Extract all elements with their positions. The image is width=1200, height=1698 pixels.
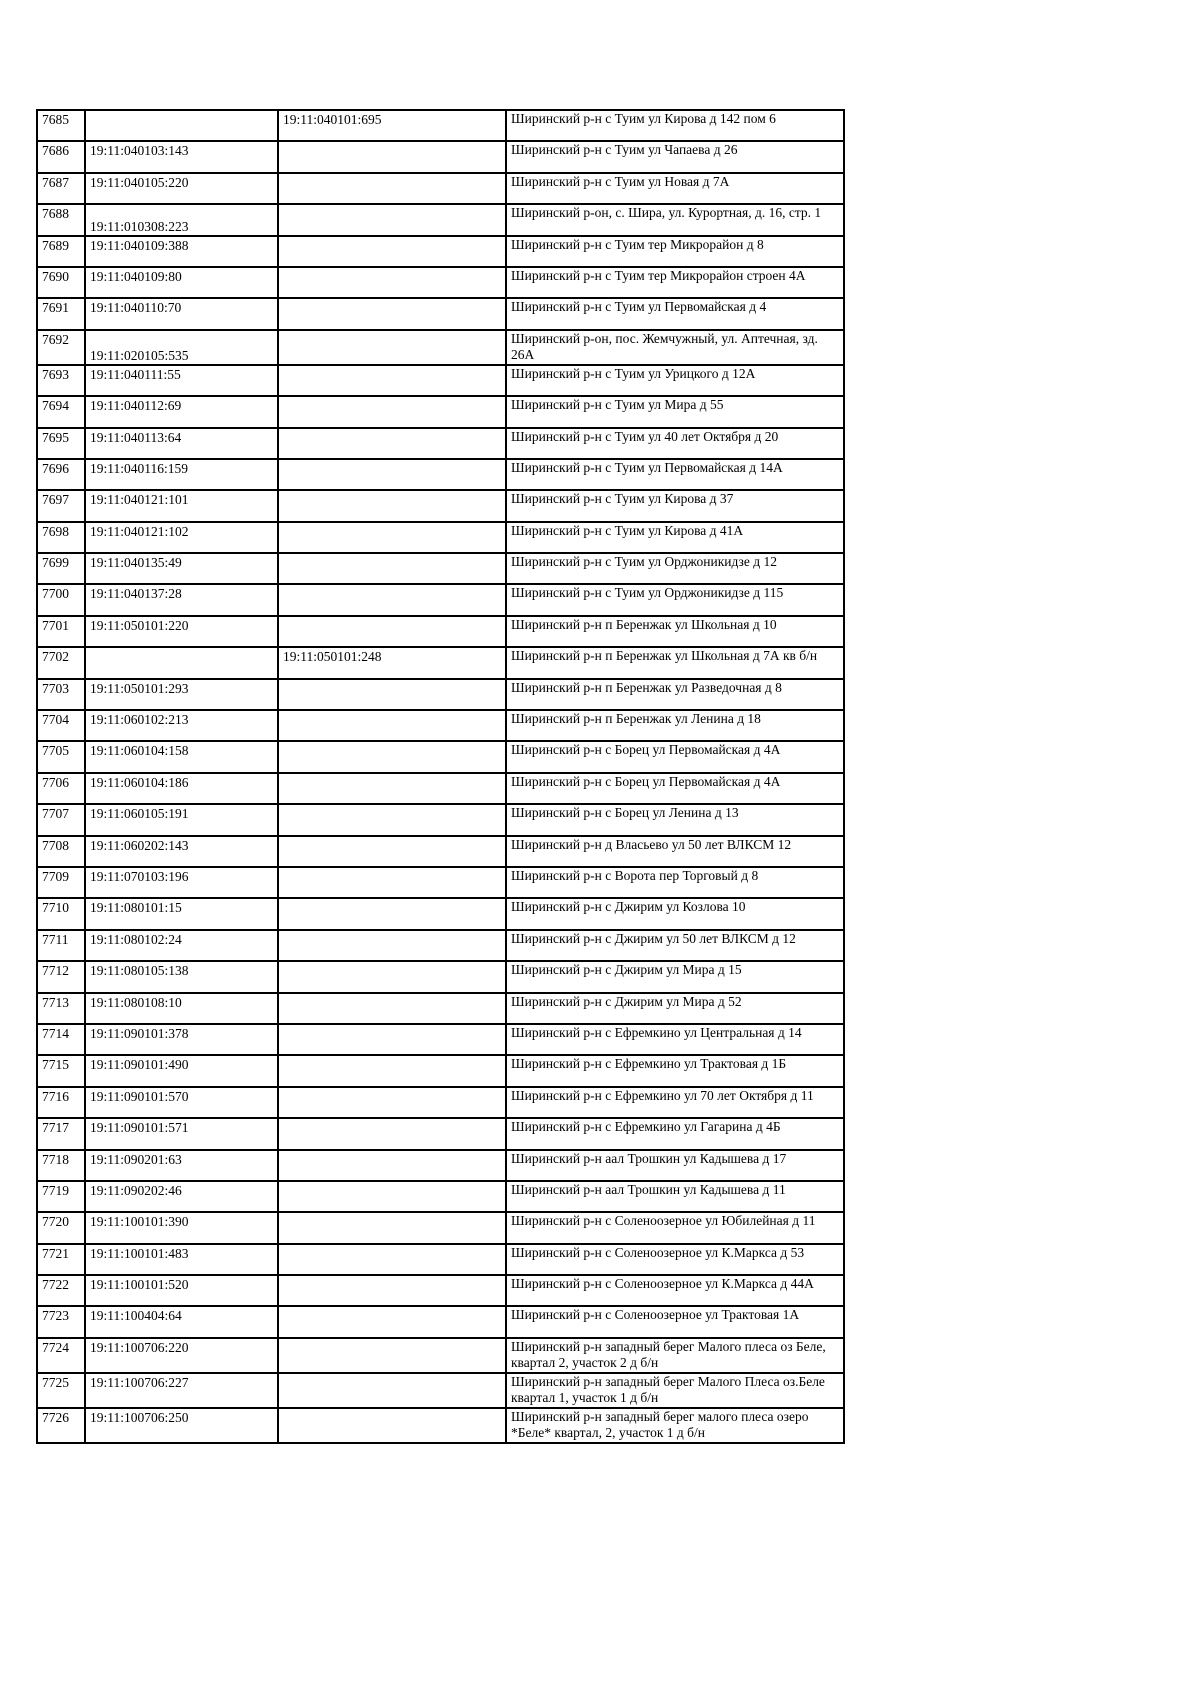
cadastral-number-cell: 19:11:040105:220 [85, 173, 278, 204]
row-number-cell: 7725 [37, 1373, 85, 1408]
table-row [37, 584, 844, 615]
table-row [37, 1181, 844, 1212]
cadastral-number-alt-cell [278, 804, 506, 835]
row-number-cell: 7706 [37, 773, 85, 804]
row-number-cell: 7720 [37, 1212, 85, 1243]
table-row [37, 236, 844, 267]
register-table-body [37, 110, 844, 1443]
address-cell: Ширинский р-н с Соленоозерное ул Юбилейная д 11 [506, 1212, 844, 1243]
cadastral-number-cell: 19:11:090201:63 [85, 1150, 278, 1181]
address-cell: Ширинский р-н с Борец ул Ленина д 13 [506, 804, 844, 835]
row-number-cell: 7717 [37, 1118, 85, 1149]
table-row [37, 930, 844, 961]
cadastral-number-alt-cell [278, 236, 506, 267]
cadastral-number-cell: 19:11:100101:520 [85, 1275, 278, 1306]
table-row [37, 1408, 844, 1443]
cadastral-number-cell: 19:11:040112:69 [85, 396, 278, 427]
cadastral-number-alt-cell [278, 993, 506, 1024]
row-number-cell: 7692 [37, 330, 85, 365]
cadastral-number-cell: 19:11:040110:70 [85, 298, 278, 329]
table-row [37, 804, 844, 835]
cadastral-number-alt-cell [278, 898, 506, 929]
cadastral-number-cell: 19:11:080101:15 [85, 898, 278, 929]
cadastral-number-cell: 19:11:040109:388 [85, 236, 278, 267]
address-cell: Ширинский р-н с Борец ул Первомайская д 4А [506, 741, 844, 772]
address-cell: Ширинский р-н с Туим ул Чапаева д 26 [506, 141, 844, 172]
row-number-cell: 7687 [37, 173, 85, 204]
cadastral-number-cell: 19:11:040121:102 [85, 522, 278, 553]
row-number-cell: 7705 [37, 741, 85, 772]
cadastral-number-cell: 19:11:050101:220 [85, 616, 278, 647]
row-number-cell: 7689 [37, 236, 85, 267]
address-cell: Ширинский р-н с Ефремкино ул Гагарина д 4Б [506, 1118, 844, 1149]
cadastral-number-alt-cell [278, 961, 506, 992]
row-number-cell: 7707 [37, 804, 85, 835]
cadastral-number-cell: 19:11:100706:250 [85, 1408, 278, 1443]
table-row [37, 1306, 844, 1337]
table-row [37, 1212, 844, 1243]
table-row [37, 1055, 844, 1086]
address-cell: Ширинский р-н с Туим ул Орджоникидзе д 115 [506, 584, 844, 615]
table-row [37, 1338, 844, 1373]
cadastral-number-cell: 19:11:100404:64 [85, 1306, 278, 1337]
table-row [37, 298, 844, 329]
register-table [36, 109, 845, 1444]
cadastral-number-alt-cell [278, 1373, 506, 1408]
cadastral-number-alt-cell: 19:11:050101:248 [278, 647, 506, 678]
cadastral-number-alt-cell [278, 459, 506, 490]
table-row [37, 330, 844, 365]
row-number-cell: 7695 [37, 428, 85, 459]
cadastral-number-alt-cell [278, 396, 506, 427]
address-cell: Ширинский р-н с Борец ул Первомайская д 4А [506, 773, 844, 804]
cadastral-number-alt-cell [278, 522, 506, 553]
row-number-cell: 7704 [37, 710, 85, 741]
address-cell: Ширинский р-н с Туим ул Мира д 55 [506, 396, 844, 427]
cadastral-number-alt-cell [278, 1118, 506, 1149]
table-row [37, 428, 844, 459]
row-number-cell: 7693 [37, 365, 85, 396]
cadastral-number-cell: 19:11:040135:49 [85, 553, 278, 584]
table-row [37, 1024, 844, 1055]
cadastral-number-cell: 19:11:010308:223 [85, 204, 278, 235]
row-number-cell: 7718 [37, 1150, 85, 1181]
table-row [37, 961, 844, 992]
cadastral-number-alt-cell [278, 1181, 506, 1212]
cadastral-number-cell: 19:11:100706:220 [85, 1338, 278, 1373]
table-row [37, 741, 844, 772]
table-row [37, 616, 844, 647]
address-cell: Ширинский р-н с Туим ул Кирова д 37 [506, 490, 844, 521]
address-cell: Ширинский р-н д Власьево ул 50 лет ВЛКСМ 12 [506, 836, 844, 867]
cadastral-number-alt-cell [278, 679, 506, 710]
row-number-cell: 7726 [37, 1408, 85, 1443]
address-cell: Ширинский р-н с Туим ул Кирова д 142 пом 6 [506, 110, 844, 141]
cadastral-number-alt-cell [278, 490, 506, 521]
cadastral-number-alt-cell [278, 1212, 506, 1243]
address-cell: Ширинский р-н с Туим ул Кирова д 41А [506, 522, 844, 553]
address-cell: Ширинский р-н п Беренжак ул Ленина д 18 [506, 710, 844, 741]
row-number-cell: 7699 [37, 553, 85, 584]
table-row [37, 1244, 844, 1275]
cadastral-number-alt-cell [278, 836, 506, 867]
table-row [37, 1275, 844, 1306]
cadastral-number-alt-cell [278, 1338, 506, 1373]
cadastral-number-cell: 19:11:090101:490 [85, 1055, 278, 1086]
address-cell: Ширинский р-н с Туим ул Первомайская д 4 [506, 298, 844, 329]
table-row [37, 1087, 844, 1118]
table-row [37, 1150, 844, 1181]
address-cell: Ширинский р-н п Беренжак ул Разведочная д 8 [506, 679, 844, 710]
cadastral-number-alt-cell [278, 173, 506, 204]
row-number-cell: 7716 [37, 1087, 85, 1118]
address-cell: Ширинский р-н с Соленоозерное ул К.Маркса д 44А [506, 1275, 844, 1306]
table-row [37, 141, 844, 172]
cadastral-number-cell: 19:11:040113:64 [85, 428, 278, 459]
row-number-cell: 7698 [37, 522, 85, 553]
cadastral-number-alt-cell [278, 584, 506, 615]
table-row [37, 679, 844, 710]
cadastral-number-alt-cell [278, 930, 506, 961]
table-row [37, 490, 844, 521]
row-number-cell: 7703 [37, 679, 85, 710]
cadastral-number-alt-cell [278, 298, 506, 329]
table-row [37, 647, 844, 678]
address-cell: Ширинский р-н с Ефремкино ул Трактовая д 1Б [506, 1055, 844, 1086]
table-row [37, 1118, 844, 1149]
cadastral-number-cell: 19:11:040111:55 [85, 365, 278, 396]
cadastral-number-alt-cell: 19:11:040101:695 [278, 110, 506, 141]
cadastral-number-cell: 19:11:080102:24 [85, 930, 278, 961]
cadastral-number-cell: 19:11:100706:227 [85, 1373, 278, 1408]
table-row [37, 396, 844, 427]
cadastral-number-cell: 19:11:090101:570 [85, 1087, 278, 1118]
cadastral-number-cell: 19:11:060104:186 [85, 773, 278, 804]
cadastral-number-alt-cell [278, 616, 506, 647]
table-row [37, 1373, 844, 1408]
address-cell: Ширинский р-н с Туим тер Микрорайон строен 4А [506, 267, 844, 298]
cadastral-number-alt-cell [278, 1408, 506, 1443]
table-row [37, 867, 844, 898]
row-number-cell: 7686 [37, 141, 85, 172]
address-cell: Ширинский р-н аал Трошкин ул Кадышева д 11 [506, 1181, 844, 1212]
address-cell: Ширинский р-н с Туим ул Новая д 7А [506, 173, 844, 204]
table-row [37, 836, 844, 867]
address-cell: Ширинский р-н с Туим ул 40 лет Октября д 20 [506, 428, 844, 459]
address-cell: Ширинский р-он, с. Шира, ул. Курортная, д. 16, стр. 1 [506, 204, 844, 235]
row-number-cell: 7694 [37, 396, 85, 427]
cadastral-number-cell: 19:11:080105:138 [85, 961, 278, 992]
cadastral-number-cell [85, 647, 278, 678]
address-cell: Ширинский р-н аал Трошкин ул Кадышева д 17 [506, 1150, 844, 1181]
cadastral-number-alt-cell [278, 773, 506, 804]
table-row [37, 553, 844, 584]
cadastral-number-cell [85, 110, 278, 141]
table-row [37, 710, 844, 741]
address-cell: Ширинский р-н с Туим ул Первомайская д 14А [506, 459, 844, 490]
cadastral-number-cell: 19:11:040116:159 [85, 459, 278, 490]
table-row [37, 173, 844, 204]
row-number-cell: 7697 [37, 490, 85, 521]
row-number-cell: 7701 [37, 616, 85, 647]
cadastral-number-cell: 19:11:040109:80 [85, 267, 278, 298]
row-number-cell: 7685 [37, 110, 85, 141]
address-cell: Ширинский р-н с Туим ул Урицкого д 12А [506, 365, 844, 396]
cadastral-number-alt-cell [278, 1087, 506, 1118]
row-number-cell: 7691 [37, 298, 85, 329]
cadastral-number-alt-cell [278, 1150, 506, 1181]
row-number-cell: 7708 [37, 836, 85, 867]
address-cell: Ширинский р-н с Джирим ул Козлова 10 [506, 898, 844, 929]
table-row [37, 365, 844, 396]
cadastral-number-alt-cell [278, 365, 506, 396]
address-cell: Ширинский р-н с Соленоозерное ул К.Маркса д 53 [506, 1244, 844, 1275]
address-cell: Ширинский р-н п Беренжак ул Школьная д 7А кв б/н [506, 647, 844, 678]
address-cell: Ширинский р-н с Ефремкино ул 70 лет Октября д 11 [506, 1087, 844, 1118]
address-cell: Ширинский р-н с Ворота пер Торговый д 8 [506, 867, 844, 898]
row-number-cell: 7724 [37, 1338, 85, 1373]
address-cell: Ширинский р-н с Джирим ул Мира д 15 [506, 961, 844, 992]
row-number-cell: 7721 [37, 1244, 85, 1275]
cadastral-number-cell: 19:11:090101:378 [85, 1024, 278, 1055]
cadastral-number-alt-cell [278, 1306, 506, 1337]
address-cell: Ширинский р-н западный берег Малого плеса оз Беле, квартал 2, участок 2 д б/н [506, 1338, 844, 1373]
row-number-cell: 7688 [37, 204, 85, 235]
address-cell: Ширинский р-он, пос. Жемчужный, ул. Аптечная, зд. 26А [506, 330, 844, 365]
row-number-cell: 7702 [37, 647, 85, 678]
address-cell: Ширинский р-н п Беренжак ул Школьная д 10 [506, 616, 844, 647]
cadastral-number-cell: 19:11:060104:158 [85, 741, 278, 772]
table-row [37, 110, 844, 141]
address-cell: Ширинский р-н с Джирим ул 50 лет ВЛКСМ д 12 [506, 930, 844, 961]
cadastral-number-alt-cell [278, 1275, 506, 1306]
row-number-cell: 7719 [37, 1181, 85, 1212]
table-row [37, 898, 844, 929]
cadastral-number-cell: 19:11:060105:191 [85, 804, 278, 835]
cadastral-number-cell: 19:11:070103:196 [85, 867, 278, 898]
table-row [37, 267, 844, 298]
address-cell: Ширинский р-н западный берег малого плеса озеро *Беле* квартал, 2, участок 1 д б/н [506, 1408, 844, 1443]
table-row [37, 773, 844, 804]
row-number-cell: 7690 [37, 267, 85, 298]
row-number-cell: 7710 [37, 898, 85, 929]
cadastral-number-cell: 19:11:040103:143 [85, 141, 278, 172]
cadastral-number-cell: 19:11:100101:483 [85, 1244, 278, 1275]
row-number-cell: 7723 [37, 1306, 85, 1337]
cadastral-number-alt-cell [278, 428, 506, 459]
table-row [37, 459, 844, 490]
address-cell: Ширинский р-н с Соленоозерное ул Трактовая 1А [506, 1306, 844, 1337]
cadastral-number-alt-cell [278, 741, 506, 772]
row-number-cell: 7696 [37, 459, 85, 490]
row-number-cell: 7712 [37, 961, 85, 992]
cadastral-number-cell: 19:11:050101:293 [85, 679, 278, 710]
cadastral-number-alt-cell [278, 1055, 506, 1086]
cadastral-number-alt-cell [278, 867, 506, 898]
cadastral-number-cell: 19:11:060102:213 [85, 710, 278, 741]
cadastral-number-alt-cell [278, 710, 506, 741]
row-number-cell: 7700 [37, 584, 85, 615]
cadastral-number-alt-cell [278, 141, 506, 172]
table-row [37, 993, 844, 1024]
cadastral-number-cell: 19:11:020105:535 [85, 330, 278, 365]
row-number-cell: 7715 [37, 1055, 85, 1086]
cadastral-number-alt-cell [278, 1244, 506, 1275]
address-cell: Ширинский р-н с Туим тер Микрорайон д 8 [506, 236, 844, 267]
address-cell: Ширинский р-н с Ефремкино ул Центральная д 14 [506, 1024, 844, 1055]
cadastral-number-alt-cell [278, 330, 506, 365]
address-cell: Ширинский р-н с Джирим ул Мира д 52 [506, 993, 844, 1024]
row-number-cell: 7709 [37, 867, 85, 898]
cadastral-number-cell: 19:11:100101:390 [85, 1212, 278, 1243]
cadastral-number-cell: 19:11:090202:46 [85, 1181, 278, 1212]
row-number-cell: 7713 [37, 993, 85, 1024]
row-number-cell: 7711 [37, 930, 85, 961]
cadastral-number-cell: 19:11:040121:101 [85, 490, 278, 521]
cadastral-number-cell: 19:11:090101:571 [85, 1118, 278, 1149]
row-number-cell: 7722 [37, 1275, 85, 1306]
cadastral-number-cell: 19:11:080108:10 [85, 993, 278, 1024]
cadastral-number-cell: 19:11:060202:143 [85, 836, 278, 867]
row-number-cell: 7714 [37, 1024, 85, 1055]
cadastral-number-cell: 19:11:040137:28 [85, 584, 278, 615]
table-row [37, 204, 844, 235]
cadastral-number-alt-cell [278, 267, 506, 298]
address-cell: Ширинский р-н с Туим ул Орджоникидзе д 12 [506, 553, 844, 584]
address-cell: Ширинский р-н западный берег Малого Плеса оз.Беле квартал 1, участок 1 д б/н [506, 1373, 844, 1408]
cadastral-number-alt-cell [278, 1024, 506, 1055]
cadastral-number-alt-cell [278, 204, 506, 235]
table-row [37, 522, 844, 553]
cadastral-number-alt-cell [278, 553, 506, 584]
